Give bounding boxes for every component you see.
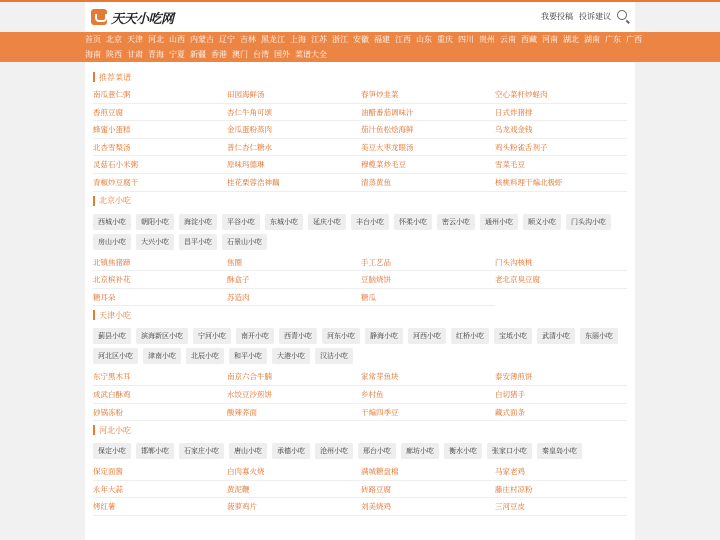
district-tag[interactable]: 汉沽小吃 [315, 348, 353, 364]
recipe-link[interactable]: 砂锅冻粉 [93, 404, 227, 422]
recipe-link[interactable]: 日式炸猪排 [495, 104, 627, 122]
recipe-link[interactable]: 北京槟补花 [93, 271, 227, 289]
recipe-link[interactable]: 清蒸黄鱼 [361, 174, 495, 192]
recipe-link[interactable]: 核桃料理干煸北极虾 [495, 174, 627, 192]
recipe-list [93, 86, 627, 192]
nav-item[interactable]: 台湾 [253, 50, 269, 59]
recipe-link[interactable]: 原味玛德琳 [227, 156, 361, 174]
district-tag[interactable]: 大兴小吃 [136, 234, 174, 250]
section-title-text[interactable]: 河北小吃 [99, 425, 131, 435]
nav-item[interactable]: 香港 [211, 50, 227, 59]
recipe-link[interactable]: 保定面酱 [93, 463, 227, 481]
district-tag[interactable]: 海淀小吃 [179, 214, 217, 230]
recipe-link[interactable]: 酸辣荞面 [227, 404, 361, 422]
district-tag[interactable]: 邯郸小吃 [136, 443, 174, 459]
site-logo[interactable] [91, 8, 174, 26]
nav-item[interactable]: 重庆 [437, 35, 453, 44]
nav-item[interactable]: 天津 [127, 35, 143, 44]
recipe-link[interactable]: 南瓜薏仁粥 [93, 86, 227, 104]
recipe-link[interactable]: 手工艺品 [361, 254, 495, 272]
section-marker [93, 425, 95, 435]
recipe-link[interactable]: 鸡头粉雀舌剂子 [495, 139, 627, 157]
nav-item[interactable]: 甘肃 [127, 50, 143, 59]
recipe-link[interactable]: 黄泥鞭 [227, 481, 361, 499]
nav-item[interactable]: 国外 [274, 50, 290, 59]
recipe-link[interactable]: 桂花栗蓉浩神藕 [227, 174, 361, 192]
header-links [541, 11, 611, 22]
recipe-link[interactable]: 青椒炒豆腐干 [93, 174, 227, 192]
feedback-link[interactable]: 投诉建议 [579, 12, 611, 21]
recipe-link[interactable]: 豆脑烧饼 [361, 271, 495, 289]
recipe-link[interactable]: 灵菇石小米粥 [93, 156, 227, 174]
nav-item[interactable]: 浙江 [332, 35, 348, 44]
nav-item[interactable]: 菜谱大全 [295, 50, 327, 59]
district-tag[interactable]: 宁河小吃 [193, 328, 231, 344]
district-tag[interactable]: 张家口小吃 [487, 443, 532, 459]
recipe-link[interactable]: 油醋番茄调味汁 [361, 104, 495, 122]
nav-item[interactable]: 山东 [416, 35, 432, 44]
nav-item[interactable]: 四川 [458, 35, 474, 44]
district-tag[interactable]: 承德小吃 [272, 443, 310, 459]
district-tag[interactable]: 西青小吃 [279, 328, 317, 344]
recipe-link[interactable]: 香煎豆腐 [93, 104, 227, 122]
recipe-link[interactable]: 乡村鱼 [361, 386, 495, 404]
recipe-link[interactable]: 普仁杏仁糖水 [227, 139, 361, 157]
nav-item[interactable]: 首页 [85, 35, 101, 44]
district-tag[interactable]: 滨海新区小吃 [136, 328, 188, 344]
district-tag[interactable]: 津南小吃 [143, 348, 181, 364]
recipe-link[interactable]: 藤庄村凉粉 [495, 481, 627, 499]
recipe-link[interactable]: 马家老鸡 [495, 463, 627, 481]
district-tag[interactable]: 北辰小吃 [186, 348, 224, 364]
nav-item[interactable]: 青海 [148, 50, 164, 59]
district-tag[interactable]: 和平小吃 [229, 348, 267, 364]
nav-item[interactable]: 江苏 [311, 35, 327, 44]
recipe-list [93, 463, 627, 516]
recipe-link[interactable]: 焦圈 [227, 254, 361, 272]
recipe-link[interactable]: 穆榄菜炒毛豆 [361, 156, 495, 174]
recipe-link[interactable]: 美豆大枣龙眼汤 [361, 139, 495, 157]
section-title [93, 194, 627, 208]
nav-item[interactable]: 广西 [626, 35, 642, 44]
district-tag[interactable]: 延庆小吃 [308, 214, 346, 230]
submit-link[interactable]: 我要投稿 [541, 12, 573, 21]
district-tag[interactable]: 密云小吃 [437, 214, 475, 230]
recipe-link[interactable]: 三河豆皮 [495, 498, 627, 516]
recipe-link[interactable]: 满城糖盘棉 [361, 463, 495, 481]
recipe-link[interactable]: 菠萝鸡片 [227, 498, 361, 516]
district-tag[interactable]: 丰台小吃 [351, 214, 389, 230]
nav-item[interactable]: 云南 [500, 35, 516, 44]
recipe-link[interactable]: 茄汁鱼松烩海鲜 [361, 121, 495, 139]
recipe-list [93, 254, 627, 307]
district-tag[interactable]: 红桥小吃 [451, 328, 489, 344]
recipe-link[interactable]: 干煸四季豆 [361, 404, 495, 422]
nav-item[interactable]: 海南 [85, 50, 101, 59]
nav-item[interactable]: 广东 [605, 35, 621, 44]
recipe-link[interactable]: 杏仁牛角可颂 [227, 104, 361, 122]
recipe-link[interactable]: 刘美烧鸡 [361, 498, 495, 516]
recipe-link[interactable]: 门头沟核桃 [495, 254, 627, 272]
district-tag[interactable]: 宝坻小吃 [494, 328, 532, 344]
recipe-link[interactable]: 糖耳朵 [93, 289, 227, 307]
district-tag[interactable]: 西城小吃 [93, 214, 131, 230]
district-tag[interactable]: 邢台小吃 [358, 443, 396, 459]
district-tag[interactable]: 东丽小吃 [580, 328, 618, 344]
recipe-link[interactable]: 东宁黑木耳 [93, 368, 227, 386]
district-tag[interactable]: 河北区小吃 [93, 348, 138, 364]
recipe-link[interactable]: 春笋炒韭菜 [361, 86, 495, 104]
district-tag[interactable]: 秦皇岛小吃 [537, 443, 582, 459]
recipe-link[interactable]: 藏式面条 [495, 404, 627, 422]
recipe-link[interactable]: 苏造肉 [227, 289, 361, 307]
district-tag[interactable]: 蓟县小吃 [93, 328, 131, 344]
recipe-list [93, 368, 627, 421]
district-tag[interactable]: 通州小吃 [480, 214, 518, 230]
nav-item[interactable]: 北京 [106, 35, 122, 44]
district-tags [93, 443, 627, 459]
district-tag[interactable]: 廊坊小吃 [401, 443, 439, 459]
district-tag[interactable]: 石家庄小吃 [179, 443, 224, 459]
nav-item[interactable]: 辽宁 [219, 35, 235, 44]
search-icon[interactable] [617, 10, 627, 20]
logo-text: 天天小吃网 [111, 11, 174, 27]
recipe-link[interactable]: 北杏雪梨汤 [93, 139, 227, 157]
district-tag[interactable]: 唐山小吃 [229, 443, 267, 459]
nav-item[interactable]: 陕西 [106, 50, 122, 59]
nav-item[interactable]: 河北 [148, 35, 164, 44]
section-marker [93, 72, 95, 82]
section-marker [93, 196, 95, 206]
nav-item[interactable]: 安徽 [353, 35, 369, 44]
nav-item[interactable]: 湖南 [584, 35, 600, 44]
nav-item[interactable]: 湖北 [563, 35, 579, 44]
district-tag[interactable]: 河东小吃 [322, 328, 360, 344]
nav-item[interactable]: 贵州 [479, 35, 495, 44]
recipe-link[interactable]: 砖路豆腐 [361, 481, 495, 499]
recipe-link[interactable]: 南京六合牛腩 [227, 368, 361, 386]
district-tag[interactable]: 门头沟小吃 [566, 214, 611, 230]
recipe-link[interactable]: 空心菜杆炒蛏肉 [495, 86, 627, 104]
district-tag[interactable]: 平谷小吃 [222, 214, 260, 230]
site-header [85, 2, 635, 32]
nav-row-2 [85, 47, 635, 62]
recipe-link[interactable]: 烤红薯 [93, 498, 227, 516]
district-tag[interactable]: 河西小吃 [408, 328, 446, 344]
section-title-text[interactable]: 天津小吃 [99, 310, 131, 320]
recipe-link[interactable]: 老北京臭豆腐 [495, 271, 627, 289]
nav-row-1 [85, 32, 642, 47]
recipe-link[interactable]: 乌龙戏金钱 [495, 121, 627, 139]
district-tag[interactable]: 保定小吃 [93, 443, 131, 459]
nav-item[interactable]: 江西 [395, 35, 411, 44]
recipe-link[interactable]: 白切猪手 [495, 386, 627, 404]
recipe-link[interactable]: 成武白酥鸡 [93, 386, 227, 404]
recipe-link[interactable]: 白肉寡火烧 [227, 463, 361, 481]
nav-item[interactable]: 福建 [374, 35, 390, 44]
recipe-link[interactable]: 雪菜毛豆 [495, 156, 627, 174]
district-tag[interactable]: 南开小吃 [236, 328, 274, 344]
nav-item[interactable]: 吉林 [240, 35, 256, 44]
nav-item[interactable]: 新疆 [190, 50, 206, 59]
nav-item[interactable]: 河南 [542, 35, 558, 44]
district-tag[interactable]: 顺义小吃 [523, 214, 561, 230]
main-content [85, 62, 635, 540]
nav-item[interactable]: 西藏 [521, 35, 537, 44]
recipe-link[interactable]: 北镇焦猪蹄 [93, 254, 227, 272]
section-title-text[interactable]: 推荐菜谱 [99, 72, 131, 82]
section-title [93, 423, 627, 437]
recipe-link[interactable]: 田园海鲜汤 [227, 86, 361, 104]
bowl-logo-icon [91, 9, 107, 25]
section-title [93, 308, 627, 322]
district-tag[interactable]: 房山小吃 [93, 234, 131, 250]
nav-item[interactable]: 黑龙江 [261, 35, 285, 44]
recipe-link[interactable]: 永年大蒜 [93, 481, 227, 499]
district-tag[interactable]: 武清小吃 [537, 328, 575, 344]
district-tags [93, 328, 627, 364]
recipe-link[interactable]: 泰安薄煎饼 [495, 368, 627, 386]
district-tag[interactable]: 静海小吃 [365, 328, 403, 344]
district-tag[interactable]: 昌平小吃 [179, 234, 217, 250]
district-tag[interactable]: 衡水小吃 [444, 443, 482, 459]
nav-item[interactable]: 宁夏 [169, 50, 185, 59]
nav-item[interactable]: 山西 [169, 35, 185, 44]
section-title [93, 70, 627, 84]
nav-item[interactable]: 内蒙古 [190, 35, 214, 44]
district-tag[interactable]: 沧州小吃 [315, 443, 353, 459]
recipe-link[interactable]: 蜂蜜小蛋糕 [93, 121, 227, 139]
district-tag[interactable]: 朝阳小吃 [136, 214, 174, 230]
district-tag[interactable]: 大港小吃 [272, 348, 310, 364]
region-nav [0, 32, 720, 62]
district-tag[interactable]: 东城小吃 [265, 214, 303, 230]
district-tags [93, 214, 627, 250]
section-marker [93, 310, 95, 320]
district-tag[interactable]: 怀柔小吃 [394, 214, 432, 230]
recipe-link[interactable]: 酥盒子 [227, 271, 361, 289]
recipe-link[interactable]: 家常芽鱼块 [361, 368, 495, 386]
recipe-link[interactable]: 糖瓜 [361, 289, 495, 307]
recipe-link[interactable]: 水饺豆沙煎饼 [227, 386, 361, 404]
nav-item[interactable]: 上海 [290, 35, 306, 44]
nav-item[interactable]: 澳门 [232, 50, 248, 59]
district-tag[interactable]: 石景山小吃 [222, 234, 267, 250]
recipe-link[interactable]: 金瓜蛋粉蒸肉 [227, 121, 361, 139]
section-title-text[interactable]: 北京小吃 [99, 196, 131, 206]
